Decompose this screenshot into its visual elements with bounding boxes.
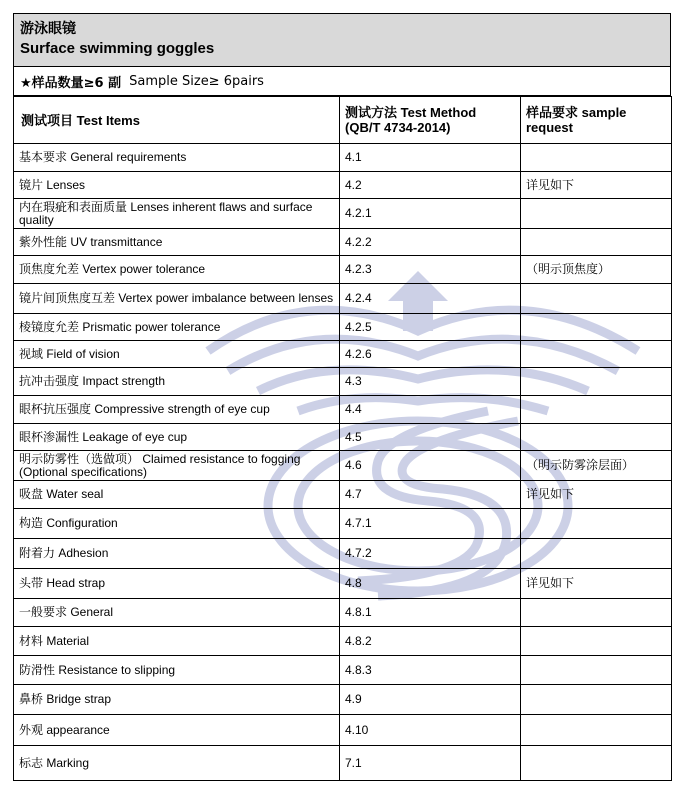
test-item-cell: 附着力 Adhesion [14, 539, 340, 569]
test-item-cell: 基本要求 General requirements [14, 144, 340, 172]
table-row [14, 284, 672, 314]
test-method-cell: 4.2.4 [340, 284, 521, 314]
test-method-cell: 4.5 [340, 424, 521, 451]
test-item-cell: 内在瑕疵和表面质量 Lenses inherent flaws and surface quality [14, 199, 340, 229]
sample-request-cell: （明示防雾涂层面） [521, 451, 672, 481]
sample-request-cell: （明示顶焦度） [521, 256, 672, 284]
table-header-row [14, 97, 672, 144]
table-row [14, 256, 672, 284]
sample-request-cell: 详见如下 [521, 569, 672, 599]
test-method-cell: 4.9 [340, 685, 521, 715]
table-row [14, 341, 672, 368]
sample-request-cell [521, 715, 672, 746]
sample-request-cell [521, 509, 672, 539]
test-item-cell: 棱镜度允差 Prismatic power tolerance [14, 314, 340, 341]
test-method-cell: 4.2.3 [340, 256, 521, 284]
test-method-cell: 4.2.5 [340, 314, 521, 341]
table-row [14, 627, 672, 656]
table-row [14, 569, 672, 599]
sample-request-cell [521, 627, 672, 656]
test-method-cell: 4.7.2 [340, 539, 521, 569]
test-item-cell: 镜片间顶焦度互差 Vertex power imbalance between lenses [14, 284, 340, 314]
title-chinese: 游泳眼镜 [20, 21, 76, 37]
sample-request-cell [521, 599, 672, 627]
sample-request-cell [521, 368, 672, 396]
table-row [14, 539, 672, 569]
test-item-cell: 头带 Head strap [14, 569, 340, 599]
table-row [14, 656, 672, 685]
test-method-cell: 4.2.1 [340, 199, 521, 229]
test-item-cell: 鼻桥 Bridge strap [14, 685, 340, 715]
sample-request-cell [521, 314, 672, 341]
table-row [14, 451, 672, 481]
table-row [14, 172, 672, 199]
sample-request-cell [521, 685, 672, 715]
test-item-cell: 构造 Configuration [14, 509, 340, 539]
test-item-cell: 防滑性 Resistance to slipping [14, 656, 340, 685]
test-item-cell: 材料 Material [14, 627, 340, 656]
table-row [14, 368, 672, 396]
sample-request-cell [521, 656, 672, 685]
test-method-cell: 4.8.1 [340, 599, 521, 627]
test-method-cell: 4.8.3 [340, 656, 521, 685]
table-row [14, 685, 672, 715]
table-row [14, 424, 672, 451]
test-item-cell: 标志 Marking [14, 746, 340, 781]
title-banner [13, 13, 671, 67]
sample-size-english: Sample Size≥ 6pairs [129, 73, 264, 89]
title-english: Surface swimming goggles [20, 40, 215, 57]
header-test-method: 测试方法 Test Method (QB/T 4734-2014) [340, 97, 521, 144]
test-method-cell: 4.4 [340, 396, 521, 424]
test-method-cell: 4.8.2 [340, 627, 521, 656]
table-row [14, 314, 672, 341]
sample-request-cell [521, 284, 672, 314]
test-items-sheet [13, 13, 671, 781]
test-item-cell: 一般要求 General [14, 599, 340, 627]
test-item-cell: 抗冲击强度 Impact strength [14, 368, 340, 396]
test-method-cell: 4.2.2 [340, 229, 521, 256]
table-row [14, 746, 672, 781]
sample-request-cell [521, 144, 672, 172]
test-item-cell: 吸盘 Water seal [14, 481, 340, 509]
test-method-cell: 7.1 [340, 746, 521, 781]
test-method-cell: 4.2 [340, 172, 521, 199]
test-item-cell: 紫外性能 UV transmittance [14, 229, 340, 256]
table-row [14, 229, 672, 256]
test-method-cell: 4.1 [340, 144, 521, 172]
table-row [14, 199, 672, 229]
test-method-cell: 4.10 [340, 715, 521, 746]
table-row [14, 144, 672, 172]
header-sample-request: 样品要求 sample request [521, 97, 672, 144]
test-method-cell: 4.7.1 [340, 509, 521, 539]
sample-request-cell [521, 424, 672, 451]
test-method-cell: 4.7 [340, 481, 521, 509]
test-item-cell: 顶焦度允差 Vertex power tolerance [14, 256, 340, 284]
header-test-items: 测试项目 Test Items [14, 97, 340, 144]
test-method-cell: 4.3 [340, 368, 521, 396]
sample-size-row [13, 67, 671, 96]
table-row [14, 396, 672, 424]
table-row [14, 599, 672, 627]
test-method-cell: 4.2.6 [340, 341, 521, 368]
test-item-cell: 眼杯抗压强度 Compressive strength of eye cup [14, 396, 340, 424]
sample-request-cell: 详见如下 [521, 172, 672, 199]
sample-size-chinese: ★样品数量≥6 副 [20, 75, 122, 91]
sample-request-cell: 详见如下 [521, 481, 672, 509]
sample-request-cell [521, 341, 672, 368]
test-item-cell: 明示防雾性（选做项） Claimed resistance to fogging (Optional specifications) [14, 451, 340, 481]
sample-request-cell [521, 199, 672, 229]
test-method-cell: 4.8 [340, 569, 521, 599]
table-row [14, 509, 672, 539]
test-item-cell: 眼杯渗漏性 Leakage of eye cup [14, 424, 340, 451]
table-row [14, 481, 672, 509]
sample-request-cell [521, 746, 672, 781]
sample-request-cell [521, 539, 672, 569]
test-items-table [13, 96, 672, 781]
table-row [14, 715, 672, 746]
sample-request-cell [521, 396, 672, 424]
test-item-cell: 外观 appearance [14, 715, 340, 746]
sample-request-cell [521, 229, 672, 256]
test-item-cell: 镜片 Lenses [14, 172, 340, 199]
test-item-cell: 视域 Field of vision [14, 341, 340, 368]
test-method-cell: 4.6 [340, 451, 521, 481]
table-body [14, 144, 672, 781]
